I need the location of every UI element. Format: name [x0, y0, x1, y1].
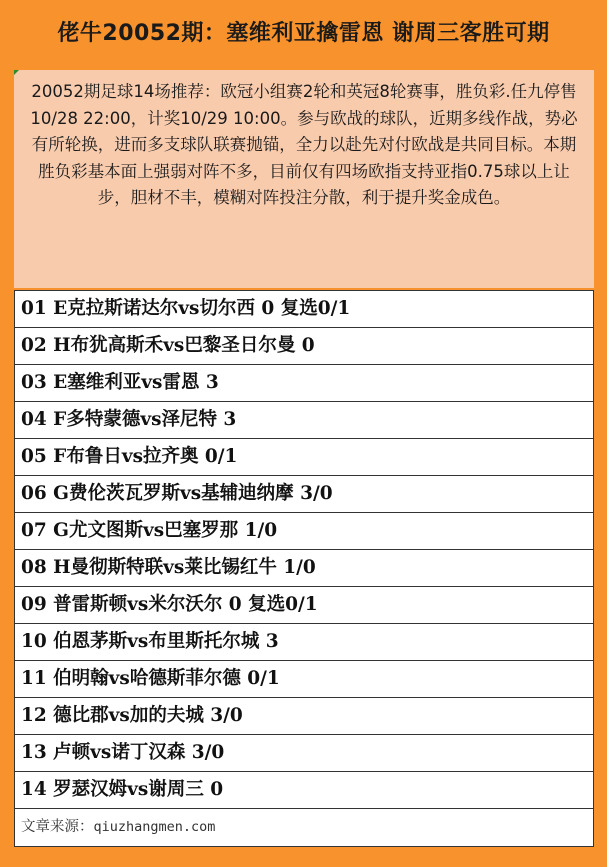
match-row: 11 伯明翰vs哈德斯菲尔德 0/1: [15, 661, 593, 698]
match-row: 08 H曼彻斯特联vs莱比锡红牛 1/0: [15, 550, 593, 587]
source-row: [15, 809, 593, 846]
match-row: 07 G尤文图斯vs巴塞罗那 1/0: [15, 513, 593, 550]
match-row: 02 H布犹高斯禾vs巴黎圣日尔曼 0: [15, 328, 593, 365]
match-table: [14, 290, 594, 847]
match-row: 06 G费伦茨瓦罗斯vs基辅迪纳摩 3/0: [15, 476, 593, 513]
match-row: 12 德比郡vs加的夫城 3/0: [15, 698, 593, 735]
intro-text: 20052期足球14场推荐：欧冠小组赛2轮和英冠8轮赛事，胜负彩.任九停售10/28 22:00，计奖10/29 10:00。参与欧战的球队，近期多线作战，势必有所轮换，进而多支球队联赛抛锚，全力以赴先对付欧战是共同目标。本期胜负彩基本面上强弱对阵不多，目前仅有四场欧指支持亚指0.75球以上让步，胆材不丰，模糊对阵投注分散，利于提升奖金成色。: [30, 82, 578, 207]
match-row: 03 E塞维利亚vs雷恩 3: [15, 365, 593, 402]
match-row: 05 F布鲁日vs拉齐奥 0/1: [15, 439, 593, 476]
match-row: 14 罗瑟汉姆vs谢周三 0: [15, 772, 593, 809]
match-row: 04 F多特蒙德vs泽尼特 3: [15, 402, 593, 439]
match-row: 09 普雷斯顿vs米尔沃尔 0 复选0/1: [15, 587, 593, 624]
intro-box: [14, 70, 594, 288]
match-row: 01 E克拉斯诺达尔vs切尔西 0 复选0/1: [15, 291, 593, 328]
corner-marker: [14, 70, 19, 75]
match-row: 13 卢顿vs诺丁汉森 3/0: [15, 735, 593, 772]
source-label: 文章来源：: [21, 819, 94, 835]
page-title: 佬牛20052期：塞维利亚擒雷恩 谢周三客胜可期: [57, 21, 550, 46]
source-url: qiuzhangmen.com: [93, 819, 216, 835]
match-row: 10 伯恩茅斯vs布里斯托尔城 3: [15, 624, 593, 661]
